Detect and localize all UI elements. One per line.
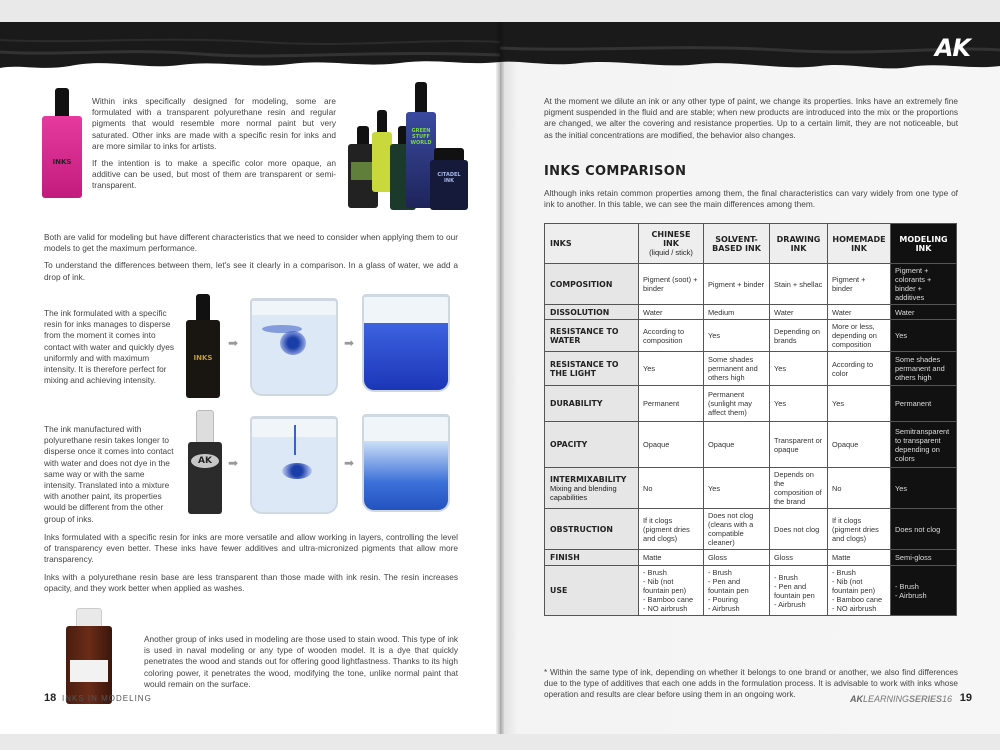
- table-cell: No: [828, 468, 891, 509]
- table-row-label: RESISTANCE TO WATER: [545, 320, 639, 352]
- intro-paragraph-2: If the intention is to make a specific color more opaque, an additive can be used, but most of them are transparent or semi-transparent.: [92, 158, 336, 191]
- table-row-label: DURABILITY: [545, 386, 639, 422]
- arrow-icon: ➡: [344, 336, 355, 350]
- glass-polyurethane-dispersed-image: [362, 414, 450, 512]
- table-header-cell: INKS: [545, 224, 639, 264]
- table-header-row: [545, 224, 957, 264]
- table-cell: Some shades permanent and others high: [704, 352, 770, 386]
- series-logo: AKLEARNINGSERIES16: [849, 694, 952, 704]
- table-cell: Does not clog: [770, 509, 828, 550]
- table-cell: Opaque: [828, 422, 891, 468]
- table-row: [545, 509, 957, 550]
- table-cell: Medium: [704, 305, 770, 320]
- table-cell: Some shades permanent and others high: [891, 352, 957, 386]
- table-cell: Pigment + colorants + binder + additives: [891, 264, 957, 305]
- inks-comparison-table: [544, 223, 957, 616]
- table-header-cell: MODELING INK: [891, 224, 957, 264]
- table-row-label: DISSOLUTION: [545, 305, 639, 320]
- table-row-label: USE: [545, 566, 639, 616]
- table-cell: Matte: [828, 550, 891, 566]
- table-cell: Permanent (sunlight may affect them): [704, 386, 770, 422]
- dilute-paragraph: At the moment we dilute an ink or any other type of paint, we change its properties. Inks have an extremely fine pigment suspended in the fluid and are stable; when new products are introduced into the mix or the proportions are changed, we alter the covering and resistance properties. Up to a certain limit, they are not noticeable, but as the initial concentrations are modified, the behavior also changes.: [544, 96, 958, 140]
- table-cell: Gloss: [704, 550, 770, 566]
- table-row: [545, 566, 957, 616]
- table-row-label: OBSTRUCTION: [545, 509, 639, 550]
- ak-logo: AK: [934, 34, 970, 62]
- table-header-cell: HOMEMADE INK: [828, 224, 891, 264]
- table-cell: Opaque: [639, 422, 704, 468]
- both-valid-paragraph: Both are valid for modeling but have different characteristics that we need to consider when applying them to our models to get the maximum performance.: [44, 232, 458, 254]
- comparison-intro-text: [44, 232, 458, 289]
- table-cell: Matte: [639, 550, 704, 566]
- table-header-cell: SOLVENT-BASED INK: [704, 224, 770, 264]
- table-cell: Pigment + binder: [704, 264, 770, 305]
- table-footnote: * Within the same type of ink, depending on whether it belongs to one brand or another, we also find differences due to the type of additives that each one adds in the formulation process. It is advisable to work with inks whose operation and results are clear before using them in an ongoing work.: [544, 668, 958, 699]
- table-row-label: INTERMIXABILITY Mixing and blending capabilities: [545, 468, 639, 509]
- table-cell: Semitransparent to transparent depending on colors: [891, 422, 957, 468]
- arrow-icon: ➡: [344, 456, 355, 470]
- table-cell: Permanent: [891, 386, 957, 422]
- intro-text: [92, 96, 336, 198]
- pink-ink-bottle-image: INKS: [42, 88, 82, 198]
- table-cell: Water: [770, 305, 828, 320]
- table-row-label: FINISH: [545, 550, 639, 566]
- table-cell: - Brush - Pen and fountain pen - Pouring - Airbrush: [704, 566, 770, 616]
- table-cell: Stain + shellac: [770, 264, 828, 305]
- table-row-label: OPACITY: [545, 422, 639, 468]
- table-row: [545, 422, 957, 468]
- glass-resin-drop-image: [250, 298, 338, 396]
- table-cell: Water: [639, 305, 704, 320]
- table-cell: Yes: [891, 320, 957, 352]
- table-row: [545, 264, 957, 305]
- ink-brush-header-right: [500, 22, 1000, 74]
- wood-stain-paragraph: Another group of inks used in modeling are those used to stain wood. This type of ink is used in naval modeling or any type of wooden model. It is a dye that quickly penetrates the wood and stands out for offering good lightfastness. Thanks to its high coloring power, it penetrates the wood, modifying the tone, unlike normal paint that would remain on the surface.: [144, 634, 458, 689]
- table-row: [545, 550, 957, 566]
- table-cell: - Brush - Nib (not fountain pen) - Bamboo cane - NO airbrush: [828, 566, 891, 616]
- wood-stain-bottle-image: [66, 608, 112, 704]
- table-cell: Yes: [770, 386, 828, 422]
- table-row: [545, 305, 957, 320]
- table-cell: Pigment + binder: [828, 264, 891, 305]
- intro-paragraph-1: Within inks specifically designed for modeling, some are formulated with a transparent polyurethane resin and regular pigments that would resemble more normal paint but very saturated. Other inks are made with a specific resin for inks and are more similar to inks for artists.: [92, 96, 336, 151]
- page-number-left: 18: [44, 692, 57, 704]
- ink-brush-header: [0, 22, 500, 74]
- table-row: [545, 386, 957, 422]
- table-header-cell: DRAWING INK: [770, 224, 828, 264]
- arrow-icon: ➡: [228, 336, 239, 350]
- table-row: [545, 468, 957, 509]
- table-cell: Yes: [770, 352, 828, 386]
- table-cell: Depends on the composition of the brand: [770, 468, 828, 509]
- table-header-cell: CHINESE INK (liquid / stick): [639, 224, 704, 264]
- layers-text: [44, 532, 458, 600]
- table-cell: Does not clog (cleans with a compatible cleaner): [704, 509, 770, 550]
- running-head: INKS IN MODELING: [62, 694, 152, 703]
- table-cell: No: [639, 468, 704, 509]
- left-page: [0, 22, 500, 734]
- understand-differences-paragraph: To understand the differences between them, let's see it clearly in a comparison. In a glass of water, we add a drop of ink.: [44, 260, 458, 282]
- table-cell: - Brush - Pen and fountain pen - Airbrush: [770, 566, 828, 616]
- table-row-label: COMPOSITION: [545, 264, 639, 305]
- table-cell: According to composition: [639, 320, 704, 352]
- table-row: [545, 320, 957, 352]
- table-cell: Semi-gloss: [891, 550, 957, 566]
- table-cell: - Brush - Nib (not fountain pen) - Bamboo cane - NO airbrush: [639, 566, 704, 616]
- section-intro: Although inks retain common properties among them, the final characteristics can vary widely from one type of ink to another. In this table, we can see the main differences among them.: [544, 188, 958, 210]
- table-cell: Permanent: [639, 386, 704, 422]
- book-gutter: [496, 22, 504, 734]
- polyurethane-ink-bottle-image: AK: [188, 410, 222, 514]
- table-cell: Pigment (soot) + binder: [639, 264, 704, 305]
- resin-ink-bottle-image: INKS: [186, 294, 220, 398]
- table-cell: Transparent or opaque: [770, 422, 828, 468]
- table-cell: If it clogs (pigment dries and clogs): [639, 509, 704, 550]
- table-cell: Water: [828, 305, 891, 320]
- glass-polyurethane-drop-image: [250, 416, 338, 514]
- table-cell: - Brush - Airbrush: [891, 566, 957, 616]
- table-cell: If it clogs (pigment dries and clogs): [828, 509, 891, 550]
- table-row: [545, 352, 957, 386]
- arrow-icon: ➡: [228, 456, 239, 470]
- polyurethane-ink-description: The ink manufactured with polyurethane resin takes longer to disperse once it comes into contact with water and does not dye in the same way or with the same intensity. Translated into a mixture with another paint, its properties would be different from the other group of inks.: [44, 424, 174, 524]
- table-cell: Yes: [704, 320, 770, 352]
- table-row-label: RESISTANCE TO THE LIGHT: [545, 352, 639, 386]
- table-cell: Yes: [639, 352, 704, 386]
- table-cell: Yes: [891, 468, 957, 509]
- table-cell: Does not clog: [891, 509, 957, 550]
- resin-ink-description: The ink formulated with a specific resin for inks manages to disperse from the moment it comes into contact with water and quickly dyes uniformly and with maximum intensity. It is therefore perfect for mixing and achieving intensity.: [44, 308, 175, 386]
- table-cell: According to color: [828, 352, 891, 386]
- table-cell: Yes: [704, 468, 770, 509]
- table-cell: Opaque: [704, 422, 770, 468]
- table-cell: Yes: [828, 386, 891, 422]
- table-cell: Water: [891, 305, 957, 320]
- resin-layers-paragraph: Inks formulated with a specific resin for inks are more versatile and allow working in layers, controlling the level of transparency even better. These inks have fewer additives and ultra-micronized pigments that allow more transparency.: [44, 532, 458, 565]
- glass-resin-dispersed-image: [362, 294, 450, 392]
- page-number-right: 19: [959, 692, 972, 704]
- right-page: [500, 22, 1000, 734]
- table-cell: More or less, depending on composition: [828, 320, 891, 352]
- table-cell: Gloss: [770, 550, 828, 566]
- ink-bottles-group-image: GREEN STUFF WORLD CITADEL INK: [344, 82, 470, 214]
- polyurethane-base-paragraph: Inks with a polyurethane resin base are less transparent than those made with ink resin. The resin increases opacity, and they work better when applied as washes.: [44, 571, 458, 593]
- section-title: INKS COMPARISON: [544, 164, 687, 179]
- table-cell: Depending on brands: [770, 320, 828, 352]
